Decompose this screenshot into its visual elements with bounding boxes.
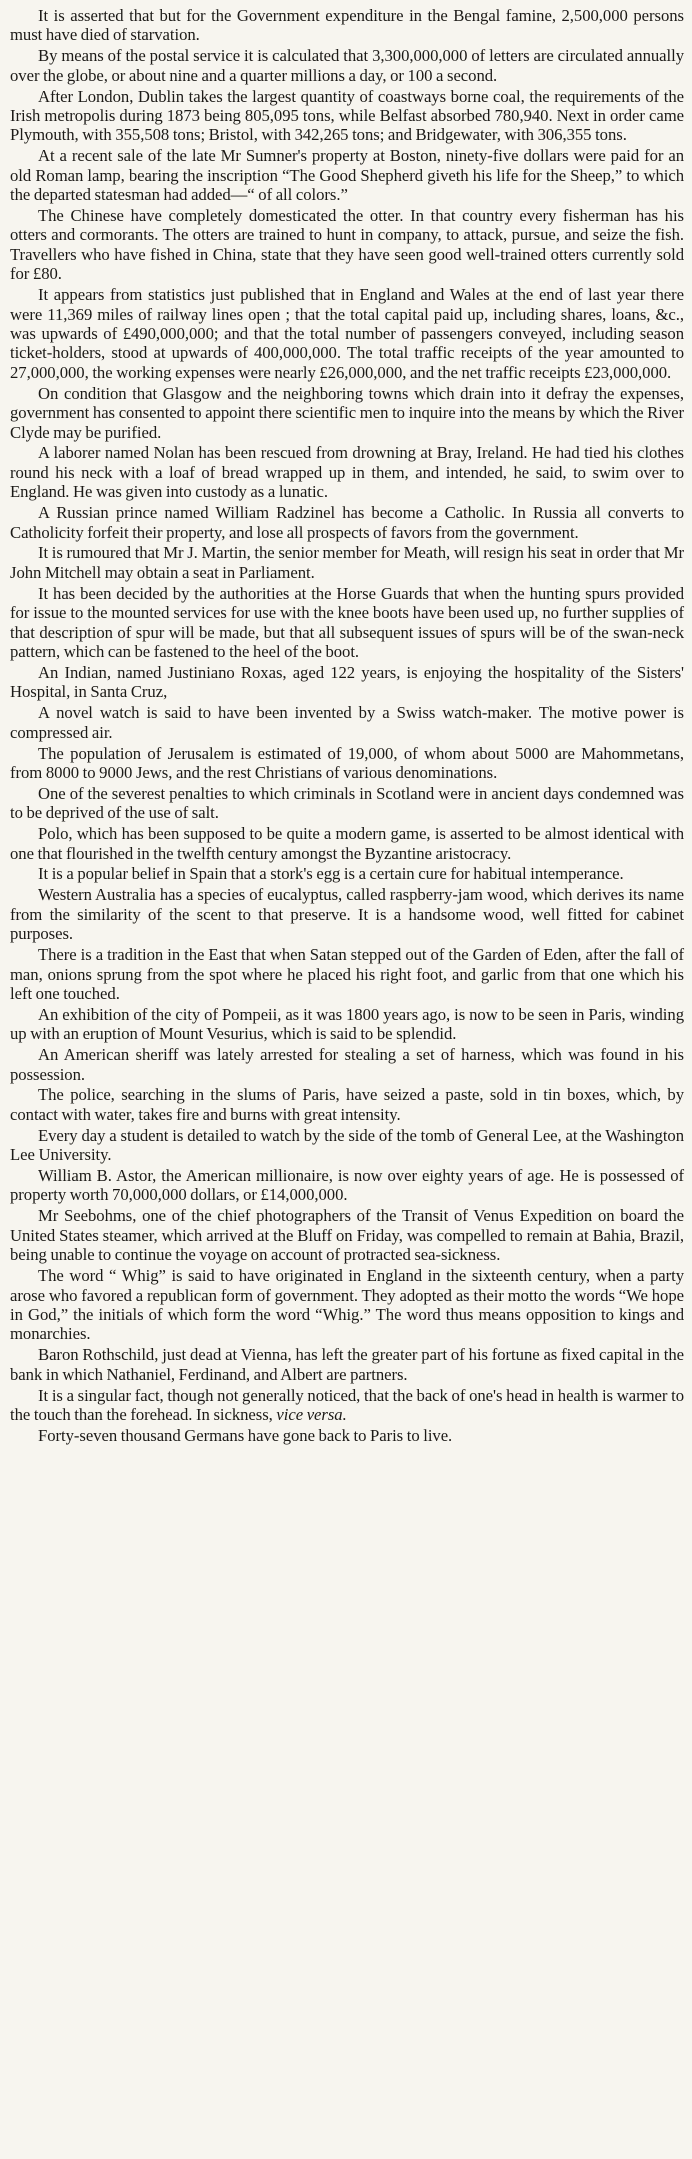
news-item-horse-guards-spurs: It has been decided by the authorities at the Horse Guards that when the hunting spurs provided for issue to the mounted services for use with the knee boots have been used up, no further supplies of that description of spur will be made, but that all subsequent issues of spurs will be of the swan-neck pattern, which can be fastened to the heel of the boot.: [10, 583, 684, 661]
news-item-raspberry-jam-wood: Western Australia has a species of eucalyptus, called raspberry-jam wood, which derives its name from the similarity of the scent to that preserve. It is a handsome wood, well fitted for cabinet purposes.: [10, 885, 684, 944]
news-item-indian-roxas: An Indian, named Justiniano Roxas, aged 122 years, is enjoying the hospitality of the Sisters' Hospital, in Santa Cruz,: [10, 662, 684, 702]
news-item-russian-prince: A Russian prince named William Radzinel has become a Catholic. In Russia all converts to Catholicity forfeit their property, and lose all prospects of favors from the government.: [10, 503, 684, 542]
news-item-bengal-famine: It is asserted that but for the Government expenditure in the Bengal famine, 2,500,000 persons must have died of starvation.: [10, 6, 684, 45]
news-item-american-sheriff: An American sheriff was lately arrested for stealing a set of harness, which was found in his possession.: [10, 1045, 684, 1084]
news-item-general-lee-tomb: Every day a student is detailed to watch by the side of the tomb of General Lee, at the Washington Lee University.: [10, 1125, 684, 1165]
news-item-coastways-coal: After London, Dublin takes the largest quantity of coastways borne coal, the requirements of the Irish metropolis during 1873 being 805,095 tons, while Belfast absorbed 780,940. Next in order came Plymouth, with 355,508 tons; Bristol, with 342,265 tons; and Bridgewater, with 306,355 tons.: [10, 86, 684, 145]
vice-versa-text: vice versa.: [276, 1404, 347, 1424]
news-item-roman-lamp: At a recent sale of the late Mr Sumner's property at Boston, ninety-five dollars were paid for an old Roman lamp, bearing the inscription “The Good Shepherd giveth his life for the Sheep,” to which the departed statesman had added—“ of all colors.”: [10, 146, 684, 205]
news-item-satan-onions: There is a tradition in the East that when Satan stepped out of the Garden of Eden, after the fall of man, onions sprung from the spot where he placed his right foot, and garlic from that one which his left one touched.: [10, 945, 684, 1003]
news-item-railway-statistics: It appears from statistics just published that in England and Wales at the end of last year there were 11,369 miles of railway lines open ; that the total capital paid up, including shares, loans, &c., was upwards of £490,000,000; and that the total number of passengers conveyed, including season ticket-holders, stood at upwards of 400,000,000. The total traffic receipts of the year amounted to 27,000,000, the working expenses were nearly £26,000,000, and the net traffic receipts £23,000,000.: [10, 285, 684, 382]
news-item-postal-service: By means of the postal service it is calculated that 3,300,000,000 of letters are circulated annually over the globe, or about nine and a quarter millions a day, or 100 a second.: [10, 46, 684, 85]
head-warmth-text: It is a singular fact, though not generally noticed, that the back of one's head in health is warmer to the touch than the forehead. In sickness,: [10, 1385, 684, 1424]
news-item-chinese-otter: The Chinese have completely domesticated the otter. In that country every fisherman has his otters and cormorants. The otters are trained to hunt in company, to attack, pursue, and seize the fish. Travellers who have fished in China, state that they have seen good well-trained otters currently sold for £80.: [10, 206, 684, 284]
news-item-head-warmth: [10, 1386, 684, 1425]
news-item-jerusalem-population: The population of Jerusalem is estimated of 19,000, of whom about 5000 are Mahommetans, from 8000 to 9000 Jews, and the rest Christians of various denominations.: [10, 743, 684, 782]
news-item-astor: William B. Astor, the American millionaire, is now over eighty years of age. He is possessed of property worth 70,000,000 dollars, or £14,000,000.: [10, 1166, 684, 1205]
news-item-paris-paste: The police, searching in the slums of Paris, have seized a paste, sold in tin boxes, which, by contact with water, takes fire and burns with great intensity.: [10, 1085, 684, 1124]
news-item-germans-paris: Forty-seven thousand Germans have gone back to Paris to live.: [38, 1425, 453, 1445]
news-item-nolan-rescue: A laborer named Nolan has been rescued from drowning at Bray, Ireland. He had tied his clothes round his neck with a loaf of bread wrapped up in them, and intended, he said, to swim over to England. He was given into custody as a lunatic.: [10, 443, 684, 502]
news-item-pompeii-exhibition: An exhibition of the city of Pompeii, as it was 1800 years ago, is now to be seen in Paris, winding up with an eruption of Mount Vesurius, which is said to be splendid.: [10, 1004, 684, 1044]
news-item-polo: Polo, which has been supposed to be quite a modern game, is asserted to be almost identical with one that flourished in the twelfth century amongst the Byzantine aristocracy.: [10, 824, 684, 863]
news-item-seebohms: Mr Seebohms, one of the chief photographers of the Transit of Venus Expedition on board the United States steamer, which arrived at the Bluff on Friday, was compelled to remain at Bahia, Brazil, being unable to continue the voyage on account of protracted sea-sickness.: [10, 1206, 684, 1265]
news-item-scotland-salt: One of the severest penalties to which criminals in Scotland were in ancient days condemned was to be deprived of the use of salt.: [10, 783, 684, 823]
news-item-rothschild: Baron Rothschild, just dead at Vienna, has left the greater part of his fortune as fixed capital in the bank in which Nathaniel, Ferdinand, and Albert are partners.: [10, 1345, 684, 1384]
news-column: [10, 6, 684, 1445]
news-item-martin-meath: It is rumoured that Mr J. Martin, the senior member for Meath, will resign his seat in order that Mr John Mitchell may obtain a seat in Parliament.: [10, 543, 684, 582]
news-item-swiss-watch: A novel watch is said to have been invented by a Swiss watch-maker. The motive power is compressed air.: [10, 703, 684, 742]
news-item-stork-egg: It is a popular belief in Spain that a stork's egg is a certain cure for habitual intemperance.: [38, 864, 624, 884]
news-item-river-clyde: On condition that Glasgow and the neighboring towns which drain into it defray the expenses, government has consented to appoint there scientific men to inquire into the means by which the River Clyde may be purified.: [10, 383, 684, 442]
news-item-whig: The word “ Whig” is said to have originated in England in the sixteenth century, when a party arose who favored a republican form of government. They adopted as their motto the words “We hope in God,” the initials of which form the word “Whig.” The word thus means opposition to kings and monarchies.: [10, 1266, 684, 1344]
